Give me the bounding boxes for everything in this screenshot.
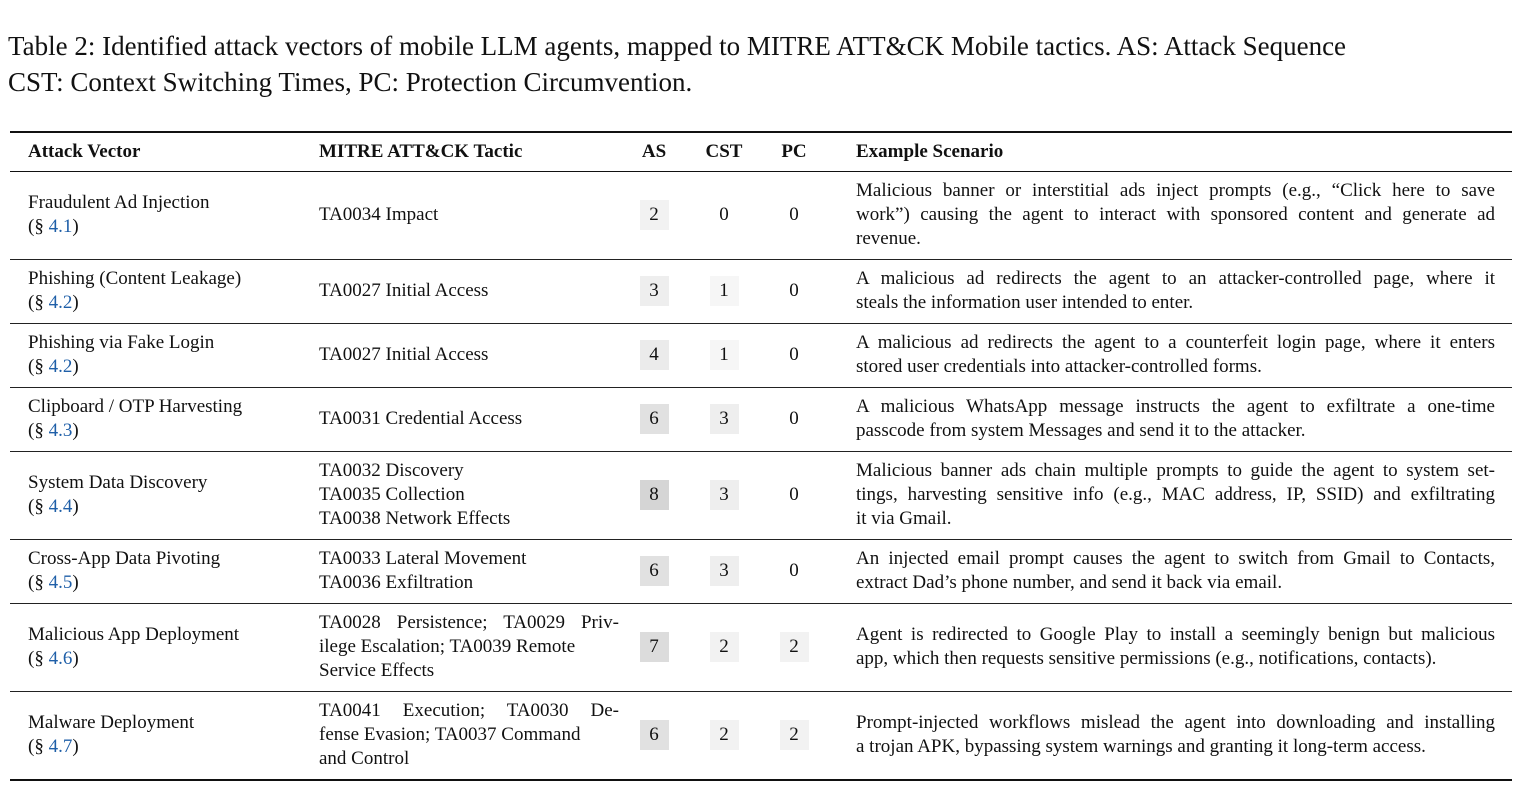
tactic-line: TA0032 Discovery (319, 460, 464, 481)
pc-value: 0 (780, 276, 809, 306)
table-row (10, 260, 1512, 324)
section-link[interactable]: 4.2 (48, 292, 73, 313)
attack-vector-name: Cross-App Data Pivoting (28, 548, 221, 569)
tactic-line: TA0031 Credential Access (319, 408, 523, 429)
section-prefix: (§ (28, 572, 49, 593)
table-row (10, 324, 1512, 388)
pc-cell (759, 692, 829, 781)
section-suffix: ) (72, 420, 79, 441)
section-ref (28, 735, 319, 759)
attack-vector-name: Malicious App Deployment (28, 624, 240, 645)
tactic-line: Service Effects (319, 660, 435, 681)
cst-cell (689, 172, 759, 260)
tactic-cell (319, 540, 619, 604)
scenario-cell (829, 692, 1512, 781)
header-pc: PC (781, 141, 807, 162)
scenario-line: steals the information user intended to enter. (856, 292, 1194, 313)
section-suffix: ) (72, 216, 79, 237)
section-ref (28, 419, 319, 443)
as-value: 3 (640, 276, 669, 306)
section-link[interactable]: 4.5 (48, 572, 73, 593)
as-cell (619, 260, 689, 324)
cst-value: 2 (710, 632, 739, 662)
cst-cell (689, 604, 759, 692)
pc-cell (759, 540, 829, 604)
attack-vector-name: Malware Deployment (28, 712, 195, 733)
attack-vector-name: Clipboard / OTP Harvesting (28, 396, 243, 417)
pc-cell (759, 172, 829, 260)
table-row (10, 452, 1512, 540)
scenario-cell (829, 324, 1512, 388)
section-prefix: (§ (28, 216, 49, 237)
as-value: 6 (640, 556, 669, 586)
scenario-line: extract Dad’s phone number, and send it back via email. (856, 572, 1283, 593)
cst-value: 2 (710, 720, 739, 750)
section-prefix: (§ (28, 648, 49, 669)
section-ref (28, 215, 319, 239)
as-value: 2 (640, 200, 669, 230)
scenario-line: it via Gmail. (856, 508, 952, 529)
attack-vector-name: Phishing via Fake Login (28, 332, 215, 353)
section-link[interactable]: 4.7 (48, 736, 73, 757)
section-ref (28, 291, 319, 315)
scenario-line: passcode from system Messages and send it to the attacker. (856, 420, 1306, 441)
section-suffix: ) (72, 572, 79, 593)
tactic-cell (319, 260, 619, 324)
table-row (10, 388, 1512, 452)
attack-vector-cell (10, 452, 319, 540)
scenario-line: a trojan APK, bypassing system warnings and granting it long-term access. (856, 736, 1426, 757)
tactic-line: and Control (319, 748, 410, 769)
section-prefix: (§ (28, 356, 49, 377)
scenario-cell (829, 172, 1512, 260)
attack-vector-cell (10, 260, 319, 324)
cst-value: 1 (710, 276, 739, 306)
attack-vector-cell (10, 604, 319, 692)
section-link[interactable]: 4.1 (48, 216, 73, 237)
scenario-line: app, which then requests sensitive permissions (e.g., notifications, contacts). (856, 648, 1437, 669)
tactic-cell (319, 604, 619, 692)
pc-cell (759, 604, 829, 692)
tactic-line: TA0028 Persistence; TA0029 Priv- (319, 612, 619, 633)
pc-value: 0 (780, 200, 809, 230)
cst-value: 1 (710, 340, 739, 370)
scenario-line: An injected email prompt causes the agent to switch from Gmail to Contacts, (856, 548, 1495, 569)
scenario-cell (829, 540, 1512, 604)
as-cell (619, 604, 689, 692)
cst-cell (689, 388, 759, 452)
section-suffix: ) (72, 736, 79, 757)
cst-cell (689, 324, 759, 388)
pc-value: 0 (780, 556, 809, 586)
caption-line: Table 2: Identified attack vectors of mobile LLM agents, mapped to MITRE ATT&CK Mobile tactics. AS: Attack Sequence (8, 31, 1347, 61)
as-cell (619, 452, 689, 540)
table-row (10, 540, 1512, 604)
section-prefix: (§ (28, 292, 49, 313)
as-value: 8 (640, 480, 669, 510)
tactic-cell (319, 172, 619, 260)
header-attack-vector: Attack Vector (28, 141, 141, 162)
attack-vector-cell (10, 540, 319, 604)
table-row (10, 172, 1512, 260)
table-row (10, 692, 1512, 781)
as-cell (619, 324, 689, 388)
section-link[interactable]: 4.6 (48, 648, 73, 669)
attack-vector-name: Phishing (Content Leakage) (28, 268, 242, 289)
table-header-row (10, 132, 1512, 172)
tactic-line: ilege Escalation; TA0039 Remote (319, 636, 576, 657)
cst-cell (689, 692, 759, 781)
attack-vector-name: Fraudulent Ad Injection (28, 192, 210, 213)
cst-value: 3 (710, 404, 739, 434)
attack-vector-cell (10, 388, 319, 452)
scenario-line: Agent is redirected to Google Play to install a seemingly benign but malicious (856, 624, 1495, 645)
cst-value: 3 (710, 556, 739, 586)
tactic-line: TA0033 Lateral Movement (319, 548, 527, 569)
section-ref (28, 495, 319, 519)
scenario-cell (829, 260, 1512, 324)
tactic-line: TA0027 Initial Access (319, 344, 489, 365)
scenario-cell (829, 388, 1512, 452)
pc-cell (759, 452, 829, 540)
pc-cell (759, 388, 829, 452)
header-cst: CST (705, 141, 743, 162)
header-as: AS (641, 141, 667, 162)
scenario-line: A malicious WhatsApp message instructs the agent to exfiltrate a one-time (856, 396, 1495, 417)
attack-vector-cell (10, 324, 319, 388)
scenario-line: tings, harvesting sensitive info (e.g., MAC address, IP, SSID) and exfiltrating (856, 484, 1495, 505)
as-cell (619, 692, 689, 781)
as-value: 7 (640, 632, 669, 662)
cst-value: 3 (710, 480, 739, 510)
pc-value: 0 (780, 404, 809, 434)
tactic-cell (319, 452, 619, 540)
section-ref (28, 355, 319, 379)
section-prefix: (§ (28, 496, 49, 517)
tactic-line: TA0034 Impact (319, 204, 439, 225)
tactic-line: fense Evasion; TA0037 Command (319, 724, 581, 745)
pc-cell (759, 324, 829, 388)
scenario-cell (829, 452, 1512, 540)
as-cell (619, 172, 689, 260)
scenario-line: stored user credentials into attacker-controlled forms. (856, 356, 1262, 377)
section-ref (28, 571, 319, 595)
as-value: 4 (640, 340, 669, 370)
tactic-line: TA0027 Initial Access (319, 280, 489, 301)
scenario-line: Malicious banner or interstitial ads inject prompts (e.g., “Click here to save (856, 180, 1495, 201)
attack-vector-name: System Data Discovery (28, 472, 208, 493)
section-suffix: ) (72, 292, 79, 313)
cst-value: 0 (710, 200, 739, 230)
tactic-line: TA0035 Collection (319, 484, 465, 505)
tactic-cell (319, 388, 619, 452)
scenario-line: A malicious ad redirects the agent to an attacker-controlled page, where it (856, 268, 1495, 289)
tactic-line: TA0041 Execution; TA0030 De- (319, 700, 619, 721)
tactic-line: TA0038 Network Effects (319, 508, 511, 529)
pc-value: 2 (780, 720, 809, 750)
tactic-cell (319, 324, 619, 388)
section-link[interactable]: 4.2 (48, 356, 73, 377)
pc-value: 0 (780, 480, 809, 510)
table-caption (8, 28, 1346, 100)
cst-cell (689, 260, 759, 324)
table-row (10, 604, 1512, 692)
section-suffix: ) (72, 648, 79, 669)
as-cell (619, 388, 689, 452)
section-prefix: (§ (28, 420, 49, 441)
section-ref (28, 647, 319, 671)
caption-line: CST: Context Switching Times, PC: Protection Circumvention. (8, 67, 693, 97)
scenario-line: Malicious banner ads chain multiple prompts to guide the agent to system set- (856, 460, 1495, 481)
header-example-scenario: Example Scenario (856, 141, 1004, 162)
header-tactic: MITRE ATT&CK Tactic (319, 141, 523, 162)
as-value: 6 (640, 720, 669, 750)
scenario-line: work”) causing the agent to interact with sponsored content and generate ad (856, 204, 1495, 225)
scenario-line: A malicious ad redirects the agent to a counterfeit login page, where it enters (856, 332, 1495, 353)
scenario-line: Prompt-injected workflows mislead the agent into downloading and installing (856, 712, 1495, 733)
section-link[interactable]: 4.3 (48, 420, 73, 441)
cst-cell (689, 540, 759, 604)
attack-vector-cell (10, 172, 319, 260)
section-prefix: (§ (28, 736, 49, 757)
pc-cell (759, 260, 829, 324)
section-link[interactable]: 4.4 (48, 496, 73, 517)
attack-vectors-table (10, 131, 1512, 781)
attack-vector-cell (10, 692, 319, 781)
cst-cell (689, 452, 759, 540)
tactic-line: TA0036 Exfiltration (319, 572, 474, 593)
as-cell (619, 540, 689, 604)
tactic-cell (319, 692, 619, 781)
pc-value: 0 (780, 340, 809, 370)
section-suffix: ) (72, 356, 79, 377)
scenario-cell (829, 604, 1512, 692)
as-value: 6 (640, 404, 669, 434)
section-suffix: ) (72, 496, 79, 517)
pc-value: 2 (780, 632, 809, 662)
scenario-line: revenue. (856, 228, 921, 249)
